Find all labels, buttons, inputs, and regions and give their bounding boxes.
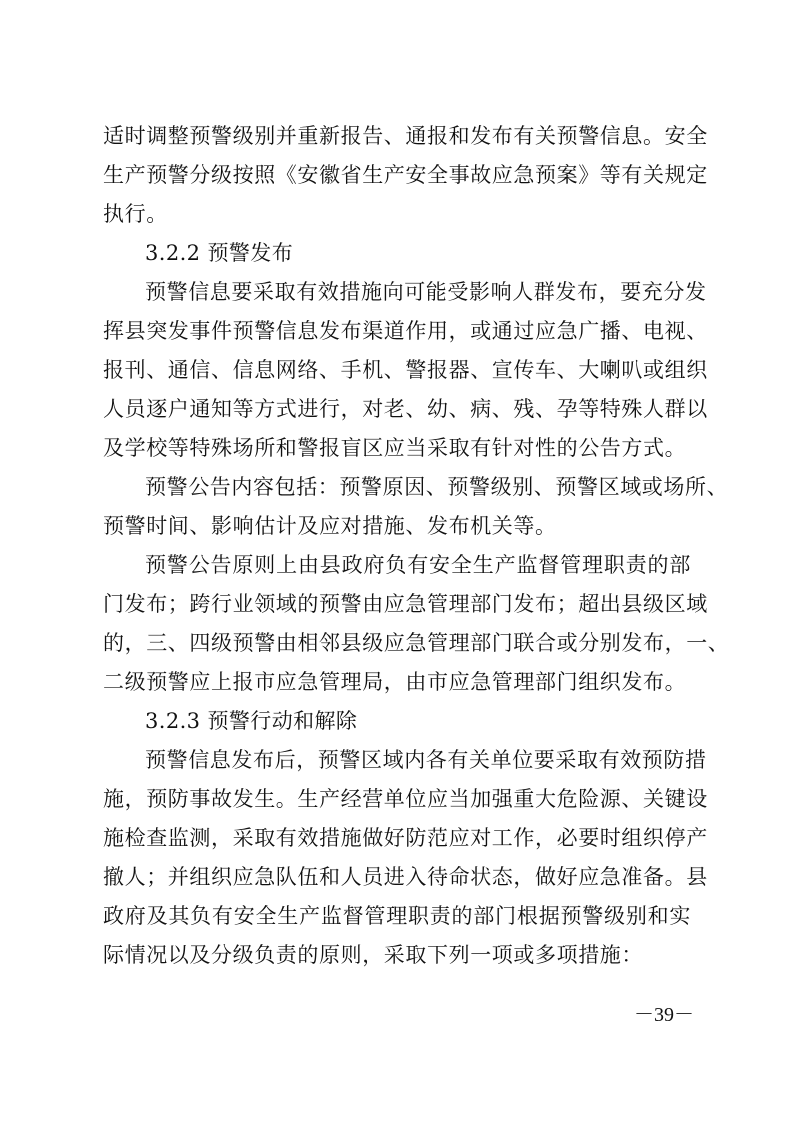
- paragraph-line: 门发布；跨行业领域的预警由应急管理部门发布；超出县级区域: [103, 592, 708, 616]
- paragraph-line: 预警时间、影响估计及应对措施、发布机关等。: [103, 514, 557, 538]
- paragraph-line: 政府及其负有安全生产监督管理职责的部门根据预警级别和实: [103, 904, 691, 928]
- paragraph-line: 预警信息发布后，预警区域内各有关单位要采取有效预防措: [145, 748, 707, 772]
- paragraph-line: 的，三、四级预警由相邻县级应急管理部门联合或分别发布，一、: [103, 631, 730, 655]
- paragraph-line: 生产预警分级按照《安徽省生产安全事故应急预案》等有关规定: [103, 163, 708, 187]
- paragraph-line: 预警公告原则上由县政府负有安全生产监督管理职责的部: [145, 553, 691, 577]
- paragraph-line: 二级预警应上报市应急管理局，由市应急管理部门组织发布。: [103, 670, 687, 694]
- section-heading-3-2-2: 3.2.2 预警发布: [145, 241, 294, 265]
- paragraph-line: 适时调整预警级别并重新报告、通报和发布有关预警信息。安全: [103, 124, 708, 148]
- paragraph-line: 际情况以及分级负责的原则，采取下列一项或多项措施：: [103, 943, 643, 967]
- page-number: －39－: [634, 1004, 694, 1026]
- paragraph-line: 挥县突发事件预警信息发布渠道作用，或通过应急广播、电视、: [103, 319, 708, 343]
- paragraph-line: 人员逐户通知等方式进行，对老、幼、病、残、孕等特殊人群以: [103, 397, 708, 421]
- paragraph-line: 撤人；并组织应急队伍和人员进入待命状态，做好应急准备。县: [103, 865, 708, 889]
- paragraph-line: 预警公告内容包括：预警原因、预警级别、预警区域或场所、: [145, 475, 729, 499]
- paragraph-line: 施检查监测，采取有效措施做好防范应对工作，必要时组织停产: [103, 826, 708, 850]
- paragraph-line: 及学校等特殊场所和警报盲区应当采取有针对性的公告方式。: [103, 436, 687, 460]
- paragraph-line: 报刊、通信、信息网络、手机、警报器、宣传车、大喇叭或组织: [103, 358, 708, 382]
- paragraph-line: 执行。: [103, 202, 168, 226]
- section-heading-3-2-3: 3.2.3 预警行动和解除: [145, 709, 358, 733]
- paragraph-line: 预警信息要采取有效措施向可能受影响人群发布，要充分发: [145, 280, 707, 304]
- paragraph-line: 施，预防事故发生。生产经营单位应当加强重大危险源、关键设: [103, 787, 708, 811]
- body-text: [103, 117, 730, 975]
